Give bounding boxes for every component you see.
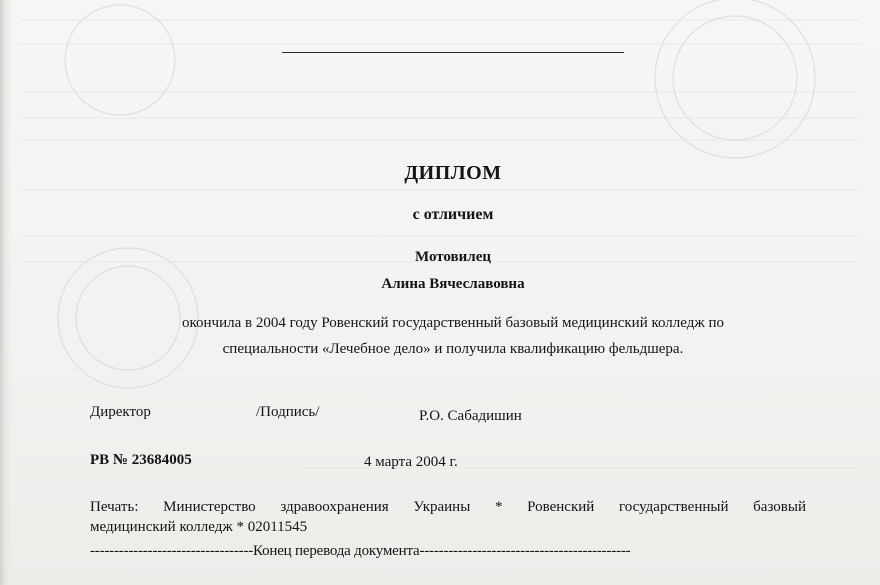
signature-placeholder: /Подпись/ bbox=[256, 404, 320, 420]
graduate-given-names: Алина Вячеславовна bbox=[381, 276, 525, 292]
registration-number: РВ № 23684005 bbox=[90, 452, 192, 468]
document-title: ДИПЛОМ bbox=[404, 162, 502, 184]
document-subtitle: с отличием bbox=[412, 206, 494, 223]
issue-date: 4 марта 2004 г. bbox=[364, 454, 458, 470]
top-rule-line bbox=[282, 52, 624, 53]
body-text-line-2: специальности «Лечебное дело» и получила квалификацию фельдшера. bbox=[222, 341, 684, 357]
end-of-translation-marker: ----------------------------------Конец перевода документа-------------------------------------------- bbox=[90, 543, 631, 559]
body-text-line-1: окончила в 2004 году Ровенский государственный базовый медицинский колледж по bbox=[182, 315, 724, 331]
seal-description-line-1: Печать: Министерство здравоохранения Украины * Ровенский государственный базовый bbox=[90, 499, 806, 515]
seal-description-line-2: медицинский колледж * 02011545 bbox=[90, 519, 308, 535]
signatory-name: Р.О. Сабадишин bbox=[419, 408, 522, 424]
graduate-surname: Мотовилец bbox=[414, 249, 492, 265]
signatory-role: Директор bbox=[90, 404, 151, 420]
seal-description bbox=[90, 497, 806, 537]
